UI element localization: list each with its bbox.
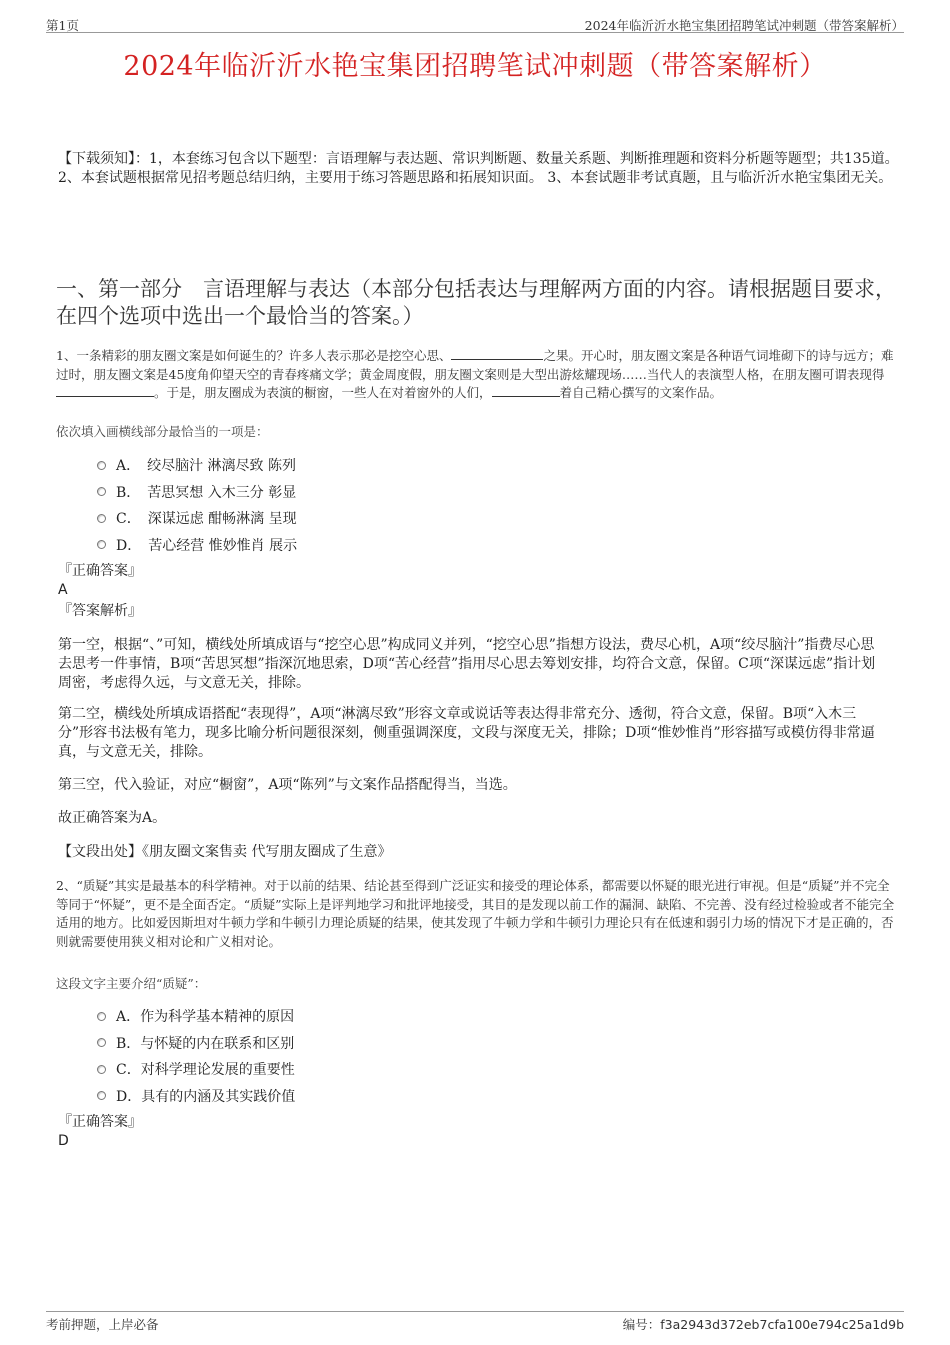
code-label: 编号：: [622, 1317, 661, 1332]
option-label: A． 绞尽脑汁 淋漓尽致 陈列: [116, 458, 297, 475]
footer-slogan: 考前押题，上岸必备: [46, 1317, 159, 1332]
option-a[interactable]: [97, 1003, 295, 1030]
analysis-paragraph-3: 第三空，代入验证，对应“橱窗”，A项“陈列”与文案作品搭配得当，当选。: [58, 777, 517, 793]
radio-icon[interactable]: [97, 514, 106, 523]
radio-icon[interactable]: [97, 461, 106, 470]
q1-text-part-3: 。于是，朋友圈成为表演的橱窗，一些人在对着窗外的人们，: [154, 385, 492, 400]
source-citation: 【文段出处】《朋友圈文案售卖 代写朋友圈成了生意》: [58, 844, 392, 860]
answer-blank: [492, 384, 560, 397]
radio-icon[interactable]: [97, 1091, 106, 1100]
radio-icon[interactable]: [97, 1065, 106, 1074]
option-c[interactable]: [97, 505, 297, 532]
question-2-stem: 这段文字主要介绍“质疑”：: [56, 976, 207, 991]
option-d[interactable]: [97, 532, 297, 559]
answer-blank: [451, 347, 543, 360]
analysis-conclusion: 故正确答案为A。: [58, 810, 167, 826]
option-label: D． 苦心经营 惟妙惟肖 展示: [116, 537, 298, 554]
correct-answer-label: 『正确答案』: [58, 563, 142, 579]
option-label: A．作为科学基本精神的原因: [116, 1009, 295, 1026]
radio-icon[interactable]: [97, 1012, 106, 1021]
page-header: [46, 14, 904, 33]
download-notice: 【下载须知】：1，本套练习包含以下题型：言语理解与表达题、常识判断题、数量关系题、判断推理题和资料分析题等题型；共135道。 2、本套试题根据常见招考题总结归纳，主要用于练习答题思路和拓展知识面。 3、本套试题非考试真题，且与临沂沂水艳宝集团无关。: [58, 151, 899, 186]
section-heading: 一、第一部分 言语理解与表达（本部分包括表达与理解两方面的内容。请根据题目要求，在四个选项中选出一个最恰当的答案。）: [56, 277, 896, 328]
option-label: C．对科学理论发展的重要性: [116, 1062, 295, 1079]
correct-answer-label: 『正确答案』: [58, 1114, 142, 1130]
question-1-options: [97, 452, 297, 558]
q1-text-part-2: 之果。开心时，朋友圈文案是各种语气词堆砌下的诗与远方；难过时，朋友圈文案是45度角仰望天空的青春疼痛文学；黄金周度假，朋友圈文案则是大型出游炫耀现场……当代人的表演型人格，在朋友圈可谓表现得: [56, 348, 894, 382]
option-b[interactable]: [97, 1030, 295, 1057]
answer-letter: D: [58, 1133, 69, 1149]
radio-icon[interactable]: [97, 1038, 106, 1047]
option-d[interactable]: [97, 1083, 295, 1110]
header-doc-title: 2024年临沂沂水艳宝集团招聘笔试冲刺题（带答案解析）: [584, 18, 904, 33]
analysis-label: 『答案解析』: [58, 603, 142, 619]
question-1-stem: 依次填入画横线部分最恰当的一项是：: [56, 424, 269, 439]
option-label: C． 深谋远虑 酣畅淋漓 呈现: [116, 511, 297, 528]
option-label: B．与怀疑的内在联系和区别: [116, 1035, 295, 1052]
page-number: 第1页: [46, 18, 79, 33]
correct-answer-value: [58, 1132, 69, 1151]
option-label: B． 苦思冥想 入木三分 彰显: [116, 484, 297, 501]
option-label: D．具有的内涵及其实践价值: [116, 1088, 296, 1105]
footer-divider: [46, 1311, 904, 1312]
q1-text-part-1: 1、一条精彩的朋友圈文案是如何诞生的？许多人表示那必是挖空心思、: [56, 348, 452, 363]
code-value: f3a2943d372eb7cfa100e794c25a1d9b: [660, 1317, 904, 1332]
radio-icon[interactable]: [97, 540, 106, 549]
analysis-paragraph-1: 第一空，根据“、”可知，横线处所填成语与“挖空心思”构成同义并列，“挖空心思”指想方设法，费尽心机，A项“绞尽脑汁”指费尽心思去思考一件事情，B项“苦思冥想”指深沉地思索，D项“苦心经营”指用尽心思去筹划安排，均符合文意，保留。C项“深谋远虑”指计划周密，考虑得久远，与文意无关，排除。: [58, 637, 876, 691]
q1-text-part-4: 着自己精心撰写的文案作品。: [559, 385, 723, 400]
analysis-paragraph-2: 第二空，横线处所填成语搭配“表现得”，A项“淋漓尽致”形容文章或说话等表达得非常充分、透彻，符合文意，保留。B项“入木三分”形容书法极有笔力，现多比喻分析问题很深刻，侧重强调深度，文段与深度无关，排除；D项“惟妙惟肖”形容描写或模仿得非常逼真，与文意无关，排除。: [58, 706, 875, 760]
option-c[interactable]: [97, 1056, 295, 1083]
page-title: 2024年临沂沂水艳宝集团招聘笔试冲刺题（带答案解析）: [123, 51, 827, 82]
radio-icon[interactable]: [97, 487, 106, 496]
option-b[interactable]: [97, 479, 297, 506]
correct-answer-value: [58, 581, 68, 600]
option-a[interactable]: [97, 452, 297, 479]
question-2-text: 2、“质疑”其实是最基本的科学精神。对于以前的结果、结论甚至得到广泛证实和接受的理论体系，都需要以怀疑的眼光进行审视。但是“质疑”并不完全等同于“怀疑”，更不是全面否定。“质疑”实际上是评判地学习和批评地接受，其目的是发现以前工作的漏洞、缺陷、不完善、没有经过检验或者不能完全适用的地方。比如爱因斯坦对牛顿力学和牛顿引力理论质疑的结果，使其发现了牛顿力学和牛顿引力理论只有在低速和弱引力场的情况下才是正确的，否则就需要使用狭义相对论和广义相对论。: [56, 878, 895, 949]
question-2-options: [97, 1003, 295, 1109]
answer-letter: A: [58, 582, 68, 598]
question-1-text: [56, 347, 896, 403]
footer-code: [623, 1315, 904, 1333]
answer-blank: [56, 384, 154, 397]
